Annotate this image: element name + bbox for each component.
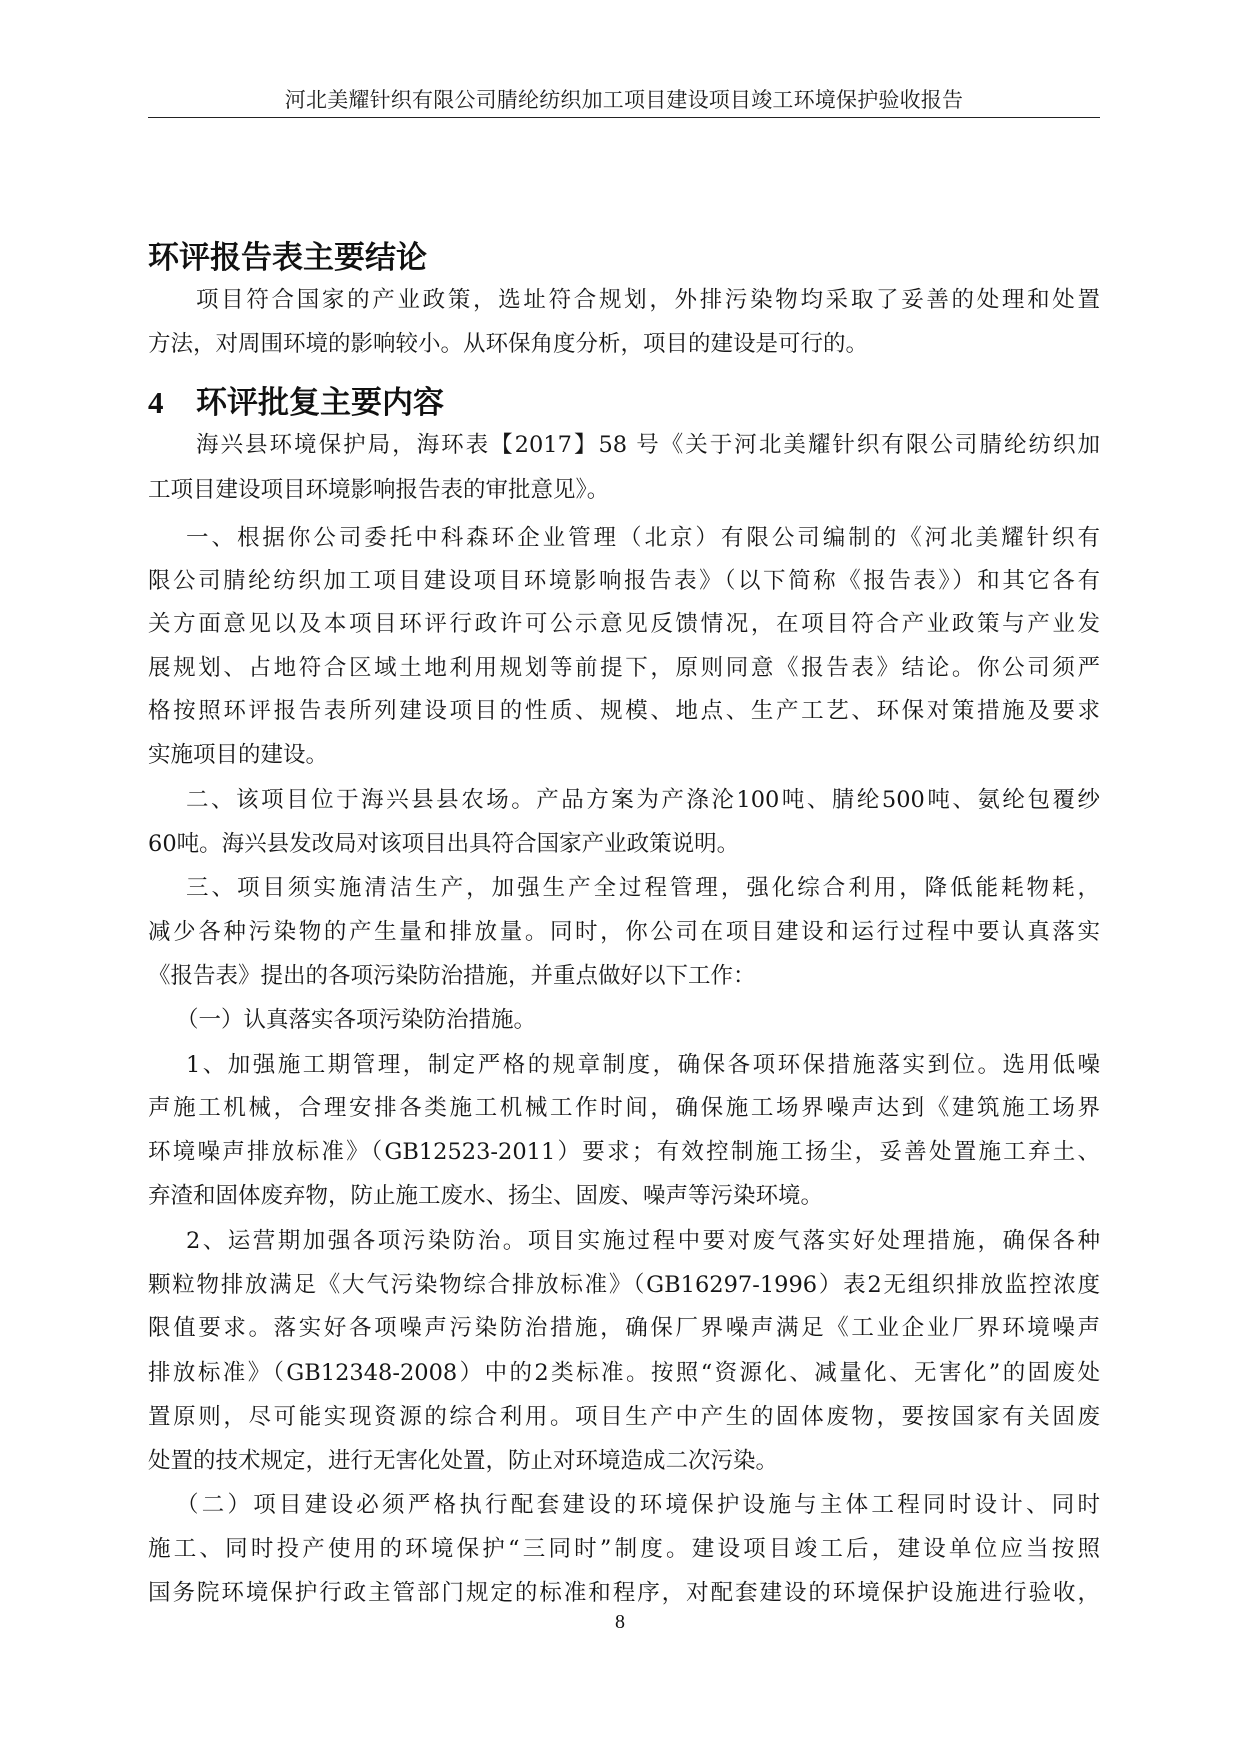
paragraph-line: 国务院环境保护行政主管部门规定的标准和程序，对配套建设的环境保护设施进行验收， [148, 1580, 1100, 1606]
running-header [148, 78, 1100, 118]
paragraph-line: 声施工机械，合理安排各类施工机械工作时间，确保施工场界噪声达到《建筑施工场界 [148, 1095, 1100, 1121]
paragraph-line: 施工、同时投产使用的环境保护“三同时”制度。建设项目竣工后，建设单位应当按照 [148, 1536, 1100, 1562]
paragraph-line: 《报告表》提出的各项污染防治措施，并重点做好以下工作： [148, 963, 756, 989]
heading-section-4 [148, 377, 444, 422]
paragraph-line: 一、根据你公司委托中科森环企业管理（北京）有限公司编制的《河北美耀针织有 [186, 525, 1100, 551]
paragraph-line: 工项目建设项目环境影响报告表的审批意见》。 [148, 477, 610, 503]
paragraph-line: 关方面意见以及本项目环评行政许可公示意见反馈情况，在项目符合产业政策与产业发 [148, 611, 1100, 637]
paragraph-line: 二、该项目位于海兴县县农场。产品方案为产涤沦100吨、腈纶500吨、氨纶包覆纱 [186, 787, 1100, 813]
paragraph-line: 60吨。海兴县发改局对该项目出具符合国家产业政策说明。 [148, 831, 740, 857]
paragraph-line: 实施项目的建设。 [148, 742, 329, 768]
section-title: 环评批复主要内容 [196, 385, 444, 421]
paragraph-line: 三、项目须实施清洁生产，加强生产全过程管理，强化综合利用，降低能耗物耗， [186, 875, 1100, 901]
header-rule [148, 117, 1100, 118]
paragraph-line: （二）项目建设必须严格执行配套建设的环境保护设施与主体工程同时设计、同时 [176, 1492, 1100, 1518]
paragraph-line: 2、运营期加强各项污染防治。项目实施过程中要对废气落实好处理措施，确保各种 [186, 1228, 1100, 1254]
section-number: 4 [148, 385, 164, 420]
paragraph-line: （一）认真落实各项污染防治措施。 [176, 1007, 537, 1033]
paragraph-line: 限值要求。落实好各项噪声污染防治措施，确保厂界噪声满足《工业企业厂界环境噪声 [148, 1315, 1100, 1341]
paragraph-line: 置原则，尽可能实现资源的综合利用。项目生产中产生的固体废物，要按国家有关固废 [148, 1404, 1100, 1430]
paragraph-line: 颗粒物排放满足《大气污染物综合排放标准》（GB16297-1996）表2无组织排放监控浓度 [148, 1272, 1100, 1298]
paragraph-line: 弃渣和固体废弃物，防止施工废水、扬尘、固废、噪声等污染环境。 [148, 1183, 824, 1209]
heading-conclusion: 环评报告表主要结论 [148, 240, 427, 276]
running-header-title: 河北美耀针织有限公司腈纶纺织加工项目建设项目竣工环境保护验收报告 [284, 88, 964, 112]
paragraph-line: 海兴县环境保护局，海环表【2017】58 号《关于河北美耀针织有限公司腈纶纺织加 [196, 432, 1100, 458]
page-number: 8 [615, 1611, 625, 1633]
paragraph-line: 1、加强施工期管理，制定严格的规章制度，确保各项环保措施落实到位。选用低噪 [186, 1052, 1100, 1078]
paragraph-line: 减少各种污染物的产生量和排放量。同时，你公司在项目建设和运行过程中要认真落实 [148, 919, 1100, 945]
paragraph-line: 排放标准》（GB12348-2008）中的2类标准。按照“资源化、减量化、无害化”的固废处 [148, 1360, 1100, 1386]
paragraph-line: 环境噪声排放标准》（GB12523-2011）要求；有效控制施工扬尘，妥善处置施工弃土、 [148, 1139, 1100, 1165]
paragraph-line: 限公司腈纶纺织加工项目建设项目环境影响报告表》（以下简称《报告表》）和其它各有 [148, 568, 1100, 594]
paragraph-line: 处置的技术规定，进行无害化处置，防止对环境造成二次污染。 [148, 1448, 779, 1474]
paragraph-line: 展规划、占地符合区域土地利用规划等前提下，原则同意《报告表》结论。你公司须严 [148, 655, 1100, 681]
paragraph-line: 方法，对周围环境的影响较小。从环保角度分析，项目的建设是可行的。 [148, 331, 869, 357]
paragraph-line: 项目符合国家的产业政策，选址符合规划，外排污染物均采取了妥善的处理和处置 [196, 287, 1100, 313]
paragraph-line: 格按照环评报告表所列建设项目的性质、规模、地点、生产工艺、环保对策措施及要求 [148, 698, 1100, 724]
